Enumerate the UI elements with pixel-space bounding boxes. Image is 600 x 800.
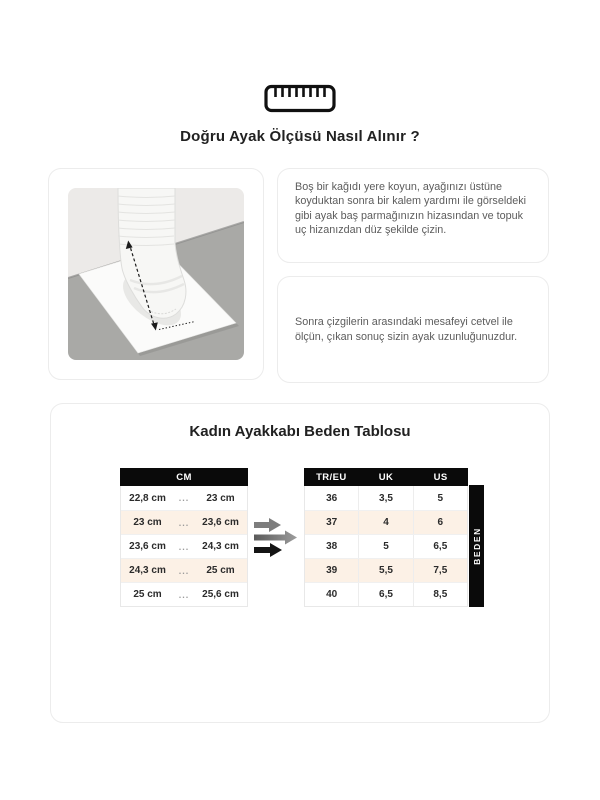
col-header-uk: UK <box>378 471 394 483</box>
cm-table-row: 25 cm ... 25,6 cm <box>121 582 247 606</box>
size-table-body <box>304 486 468 607</box>
cm-table-row: 23 cm ... 23,6 cm <box>121 510 247 534</box>
col-header-tr-eu: TR/EU <box>316 471 347 483</box>
cm-table-row: 22,8 cm ... 23 cm <box>129 492 235 504</box>
instruction-image-card <box>48 168 264 380</box>
size-table-row: 37 4 6 <box>305 510 467 534</box>
instruction-step-1-text: Boş bir kağıdı yere koyun, ayağınızı üstüne koyduktan sonra bir kalem yardımı ile görseldeki gibi ayak baş parmağınızın hizasından ve topuk uç hizanızdan düz şekilde çizin. <box>295 181 527 237</box>
foot-measurement-photo <box>68 188 244 360</box>
size-table-row: 36 3,5 5 <box>305 486 467 510</box>
size-chart-title: Kadın Ayakkabı Beden Tablosu <box>189 423 411 440</box>
instruction-step-2 <box>277 276 549 383</box>
page-title: Doğru Ayak Ölçüsü Nasıl Alınır ? <box>180 128 420 145</box>
instruction-step-1 <box>277 168 549 263</box>
cm-table-header <box>120 468 248 486</box>
size-table-row: 39 5,5 7,5 <box>305 558 467 582</box>
range-separator: ... <box>178 541 190 552</box>
ruler-icon <box>264 84 336 113</box>
cm-header-label: CM <box>176 471 192 483</box>
beden-side-label: BEDEN <box>469 485 484 607</box>
cm-table-row: 24,3 cm ... 25 cm <box>121 558 247 582</box>
size-table-row: 40 6,5 8,5 <box>305 582 467 606</box>
cm-table-row: 23,6 cm ... 24,3 cm <box>121 534 247 558</box>
range-separator: ... <box>178 589 190 600</box>
size-table <box>304 468 468 607</box>
size-conversion-arrows-icon <box>254 516 299 559</box>
col-header-us: US <box>433 471 448 483</box>
range-separator: ... <box>178 565 190 576</box>
range-separator: ... <box>178 517 190 528</box>
instruction-step-2-text: Sonra çizgilerin arasındaki mesafeyi cetvel ile ölçün, çıkan sonuç sizin ayak uzunluğunuzdur. <box>295 316 518 343</box>
size-chart-card <box>50 403 550 723</box>
range-separator: ... <box>178 493 190 503</box>
size-table-header <box>304 468 468 486</box>
size-table-row: 38 5 6,5 <box>305 534 467 558</box>
cm-table <box>120 468 248 607</box>
cm-table-body <box>120 486 248 607</box>
